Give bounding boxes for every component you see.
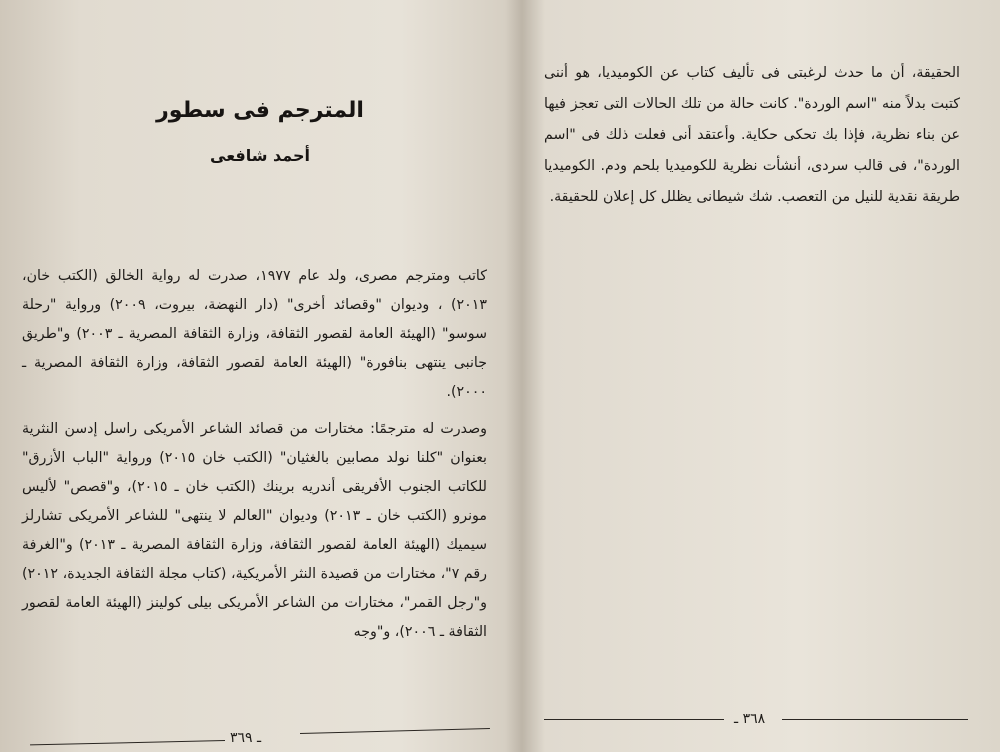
footer-rule xyxy=(544,719,724,720)
body-paragraph: الحقيقة، أن ما حدث لرغبتى فى تأليف كتاب عن الكوميديا، هو أننى كتبت بدلاً منه "اسم الوردة". كانت حالة من تلك الحالات التى تعجز فيها عن بناء نظرية، فإذا بك تحكى حكاية. وأعتقد أنى فعلت ذلك فى "اسم الوردة"، فى قالب سردى، أنشأت نظرية للكوميديا بلحم ودم. الكوميديا طريقة نقدية للنيل من التعصب. شك شيطانى يظلل كل إعلان للحقيقة. xyxy=(544,65,960,205)
bio-paragraph-2: وصدرت له مترجمًا: مختارات من قصائد الشاعر الأمريكى راسل إدسن النثرية بعنوان "كلنا نولد مصابين بالغثيان" (الكتب خان ٢٠١٥) ورواية "الباب الأزرق" للكاتب الجنوب الأفريقى أندريه برينك (الكتب خان ـ ٢٠١٥)، و"قصص" لأليس مونرو (الكتب خان ـ ٢٠١٣) وديوان "العالم لا ينتهى" للشاعر الأمريكى تشارلز سيميك (الهيئة العامة لقصور الثقافة، وزارة الثقافة المصرية ـ ٢٠١٣) و"الغرفة رقم ٧"، مختارات من قصيدة النثر الأمريكية، (كتاب مجلة الثقافة الجديدة، ٢٠١٢) و"رجل القمر"، مختارات من الشاعر الأمريكى بيلى كولينز (الهيئة العامة لقصور الثقافة ـ ٢٠٠٦)، و"وجه xyxy=(22,421,488,640)
footer-rule xyxy=(300,728,490,734)
page-number: ٣٦٨ ـ xyxy=(734,711,766,727)
footer-rule xyxy=(782,719,968,720)
author-name: أحمد شافعى xyxy=(210,146,310,165)
bio-paragraph-1: كاتب ومترجم مصرى، ولد عام ١٩٧٧، صدرت له رواية الخالق (الكتب خان، ٢٠١٣) ، وديوان "وقصائد أخرى" (دار النهضة، بيروت، ٢٠٠٩) ورواية "رحلة سوسو" (الهيئة العامة لقصور الثقافة، وزارة الثقافة المصرية ـ ٢٠٠٣) و"طريق جانبى ينتهى بنافورة" (الهيئة العامة لقصور الثقافة، وزارة الثقافة المصرية ـ ٢٠٠٠). xyxy=(22,268,488,400)
translator-bio xyxy=(22,262,487,647)
footer-rule xyxy=(30,740,225,745)
body-text xyxy=(544,58,960,213)
page-number: ـ ٣٦٩ xyxy=(230,730,262,746)
right-page xyxy=(524,0,1000,752)
page-title: المترجم فى سطور xyxy=(156,98,364,123)
